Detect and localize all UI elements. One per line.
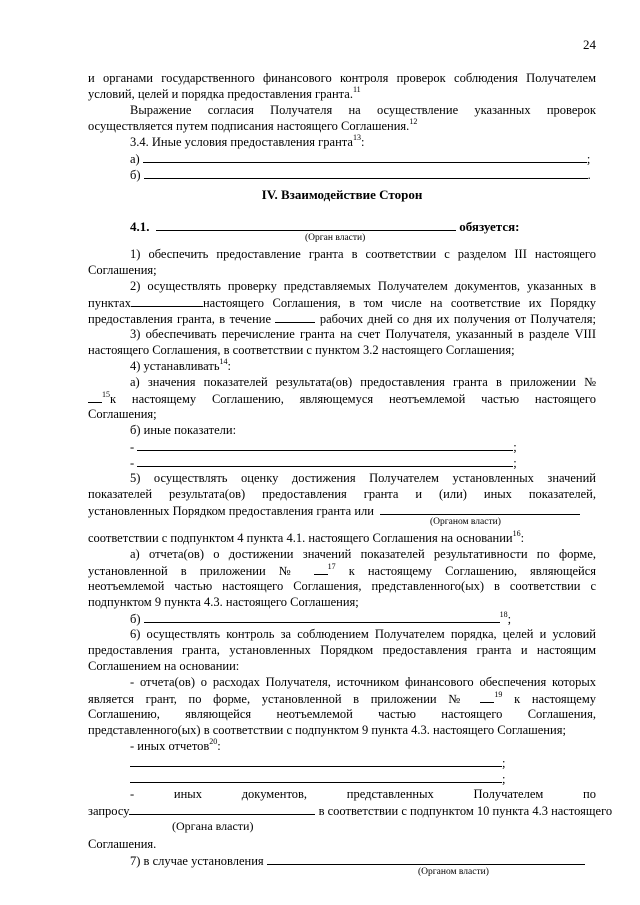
section-heading: IV. Взаимодействие Сторон [261,187,423,202]
blank-field [144,166,588,179]
text-line: а) ; [130,152,591,166]
text-line: условий, целей и порядка предоставления гранта.$^{11}$ [88,84,361,101]
text-line: ; [130,770,596,788]
text-line: и органами государственного финансового контроля проверок соблюдения Получателем [88,71,596,85]
text-line: осуществляется путем подписания настоящего Соглашения.$^{12}$ [88,116,418,133]
footnote-ref: 18 [499,609,508,619]
field-caption: (Органом власти) [430,517,501,527]
text-line: является грант, по форме, установленной в приложении № $^{19}$ к настоящему [88,689,597,706]
text-line: 5) осуществлять оценку достижения Получателем установленных значений [130,471,596,485]
text-line: - иных документов, представленных Получателем по [130,787,596,801]
text-line: ; [130,754,596,772]
text-line: а) значения показателей результата(ов) предоставления гранта в приложении № [130,375,596,389]
text-line: настоящего Соглашения, в соответствии с пунктом 3.2 настоящего Соглашения; [88,343,515,357]
footnote-ref: 19 [494,689,503,699]
blank-field [143,150,587,163]
text-line: 6) осуществлять контроль за соблюдением Получателем порядка, целей и условий [130,627,596,641]
text-line: $^{15}$к настоящему Соглашению, являющемуся неотъемлемой частью настоящего [88,390,596,408]
text-line: 2) осуществлять проверку представляемых Получателем документов, указанных в [130,279,596,293]
text-line: а) отчета(ов) о достижении значений показателей результативности по форме, [130,547,596,561]
text-line: - отчета(ов) о расходах Получателя, источником финансового обеспечения которых [130,675,596,689]
text-line: 7) в случае установления [130,852,596,870]
footnote-ref: 15 [102,389,110,399]
footnote-ref: 17 [327,561,336,571]
footnote-ref: 14 [219,356,228,366]
blank-field [314,562,328,575]
blank-field [156,218,456,231]
footnote-ref: 20 [209,736,218,746]
text-line: б) . [130,168,591,182]
text-line: 1) обеспечить предоставление гранта в соответствии с разделом III настоящего [130,247,596,261]
page-number: 24 [583,37,596,52]
text-line: 3.4. Иные условия предоставления гранта$^{13}$: [130,132,365,149]
text-line: 4) устанавливать$^{14}$: [130,356,232,373]
text-line: соответствии с подпунктом 4 пункта 4.1. настоящего Соглашения на основании$^{16}$: [88,528,525,545]
blank-field [129,802,315,815]
text-line: Соглашения. [88,837,157,851]
text-line: 4.1. обязуется: [130,219,520,234]
text-line: Выражение согласия Получателя на осуществление указанных проверок [130,103,596,117]
blank-field [275,310,315,323]
text-line: представленного(ых) в соответствии с подпунктом 9 пункта 4.3. настоящего Соглашения; [88,723,566,737]
text-line: 3) обеспечивать перечисление гранта на счет Получателя, указанный в разделе VIII [130,327,596,341]
blank-field [88,390,102,403]
blank-field [380,502,580,515]
text-line: запросу в соответствии с подпунктом 10 пункта 4.3 настоящего [88,804,613,818]
text-line: - иных отчетов$^{20}$: [130,736,221,753]
field-caption: (Орган власти) [305,233,366,243]
text-line: Соглашением на основании: [88,659,240,673]
text-line: показателей результата(ов) предоставления гранта и (или) иных показателей, [88,487,596,501]
text-line: Соглашения; [88,263,157,277]
blank-field [144,610,500,623]
blank-field [131,294,203,307]
blank-field [137,438,513,451]
text-line: б) $^{18}$; [130,609,512,626]
blank-field [267,852,585,865]
text-line: неотъемлемой частью настоящего Соглашения, представленного(ых) в соответствии с [88,579,596,593]
footnote-ref: 11 [352,84,361,94]
text-line: Соглашения; [88,407,157,421]
text-line: предоставления гранта, установленных Порядком предоставления гранта и настоящим [88,643,596,657]
text-line: Соглашению, являющейся неотъемлемой частью настоящего Соглашения, [88,707,596,721]
blank-field [137,454,513,467]
text-line: установленных Порядком предоставления гранта или [88,502,596,520]
text-line: б) иные показатели: [130,423,237,437]
field-caption: (Органа власти) [172,819,254,833]
text-line: установленной в приложении № $^{17}$ к настоящему Соглашению, являющейся [88,561,597,578]
blank-field [130,770,502,783]
blank-field [130,754,502,767]
blank-field [480,690,494,703]
text-line: - ; [130,456,517,470]
footnote-ref: 12 [409,116,418,126]
text-line: пунктах настоящего Соглашения, в том числе на соответствие их Порядку [88,296,596,310]
text-line: подпунктом 9 пункта 4.3. настоящего Соглашения; [88,595,359,609]
field-caption: (Органом власти) [418,867,489,877]
text-line: - ; [130,440,517,454]
footnote-ref: 16 [512,528,521,538]
footnote-ref: 13 [352,132,361,142]
text-line: предоставления гранта, в течение рабочих дней со дня их получения от Получателя; [88,312,596,326]
